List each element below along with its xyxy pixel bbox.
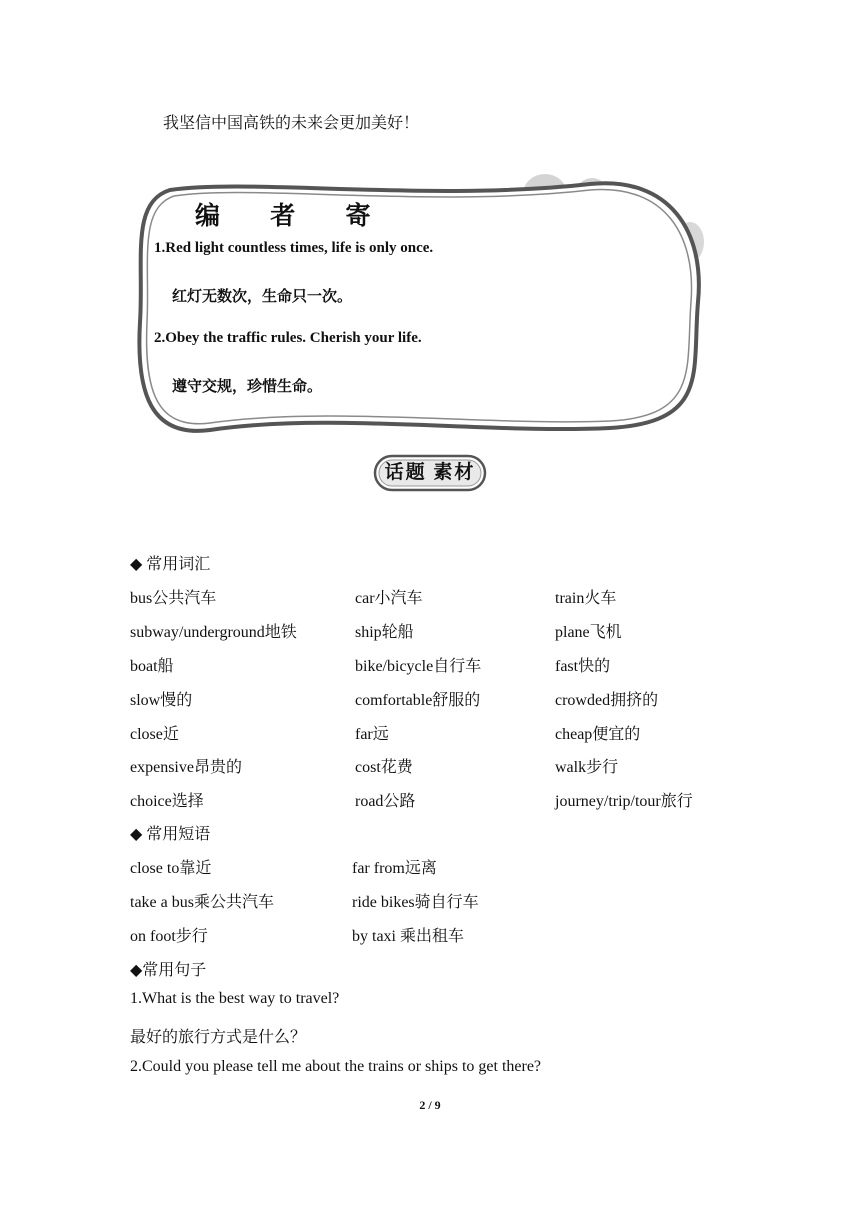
vocab-item: close近 — [130, 726, 179, 743]
vocab-item: far远 — [355, 726, 389, 743]
vocab-item: journey/trip/tour旅行 — [555, 793, 693, 810]
vocab-item: road公路 — [355, 793, 416, 810]
vocab-item: expensive昂贵的 — [130, 759, 242, 776]
sentence-line: 最好的旅行方式是什么？ — [130, 1029, 307, 1046]
page-number: 2 / 9 — [419, 1098, 441, 1112]
phrase-item: far from远离 — [352, 860, 437, 877]
quote-english: 1.Red light countless times, life is only once. — [154, 240, 434, 256]
quote-english: 2.Obey the traffic rules. Cherish your life. — [154, 330, 422, 346]
vocab-item: subway/underground地铁 — [130, 624, 297, 641]
vocab-heading: ◆ 常用词汇 — [130, 556, 211, 573]
phrase-item: close to靠近 — [130, 860, 212, 877]
vocab-item: bus公共汽车 — [130, 590, 217, 607]
vocab-item: boat船 — [130, 658, 174, 675]
vocab-item: plane飞机 — [555, 624, 622, 641]
vocab-item: car小汽车 — [355, 590, 423, 607]
vocab-item: walk步行 — [555, 759, 619, 776]
sentence-heading: ◆常用句子 — [130, 962, 207, 979]
quote-chinese: 红灯无数次，生命只一次。 — [172, 289, 353, 305]
quote-chinese: 遵守交规，珍惜生命。 — [172, 379, 323, 395]
vocab-item: slow慢的 — [130, 692, 193, 709]
vocab-item: comfortable舒服的 — [355, 692, 481, 709]
phrase-item: ride bikes骑自行车 — [352, 894, 479, 911]
vocab-item: cheap便宜的 — [555, 726, 641, 743]
vocab-item: choice选择 — [130, 793, 204, 810]
vocab-item: crowded拥挤的 — [555, 692, 659, 709]
vocab-item: train火车 — [555, 590, 617, 607]
sentence-line: 2.Could you please tell me about the trains or ships to get there? — [130, 1058, 542, 1075]
vocab-item: fast快的 — [555, 658, 611, 675]
vocab-item: ship轮船 — [355, 624, 414, 641]
intro-text: 我坚信中国高铁的未来会更加美好！ — [163, 115, 420, 132]
editor-box-title: 编 者 寄 — [195, 203, 393, 230]
topic-badge: 话题 素材 — [384, 462, 476, 483]
sentence-line: 1.What is the best way to travel? — [130, 990, 340, 1007]
vocab-item: cost花费 — [355, 759, 413, 776]
phrase-item: by taxi 乘出租车 — [352, 928, 464, 945]
phrase-item: take a bus乘公共汽车 — [130, 894, 274, 911]
phrase-item: on foot步行 — [130, 928, 208, 945]
phrase-heading: ◆ 常用短语 — [130, 826, 211, 843]
vocab-item: bike/bicycle自行车 — [355, 658, 482, 675]
